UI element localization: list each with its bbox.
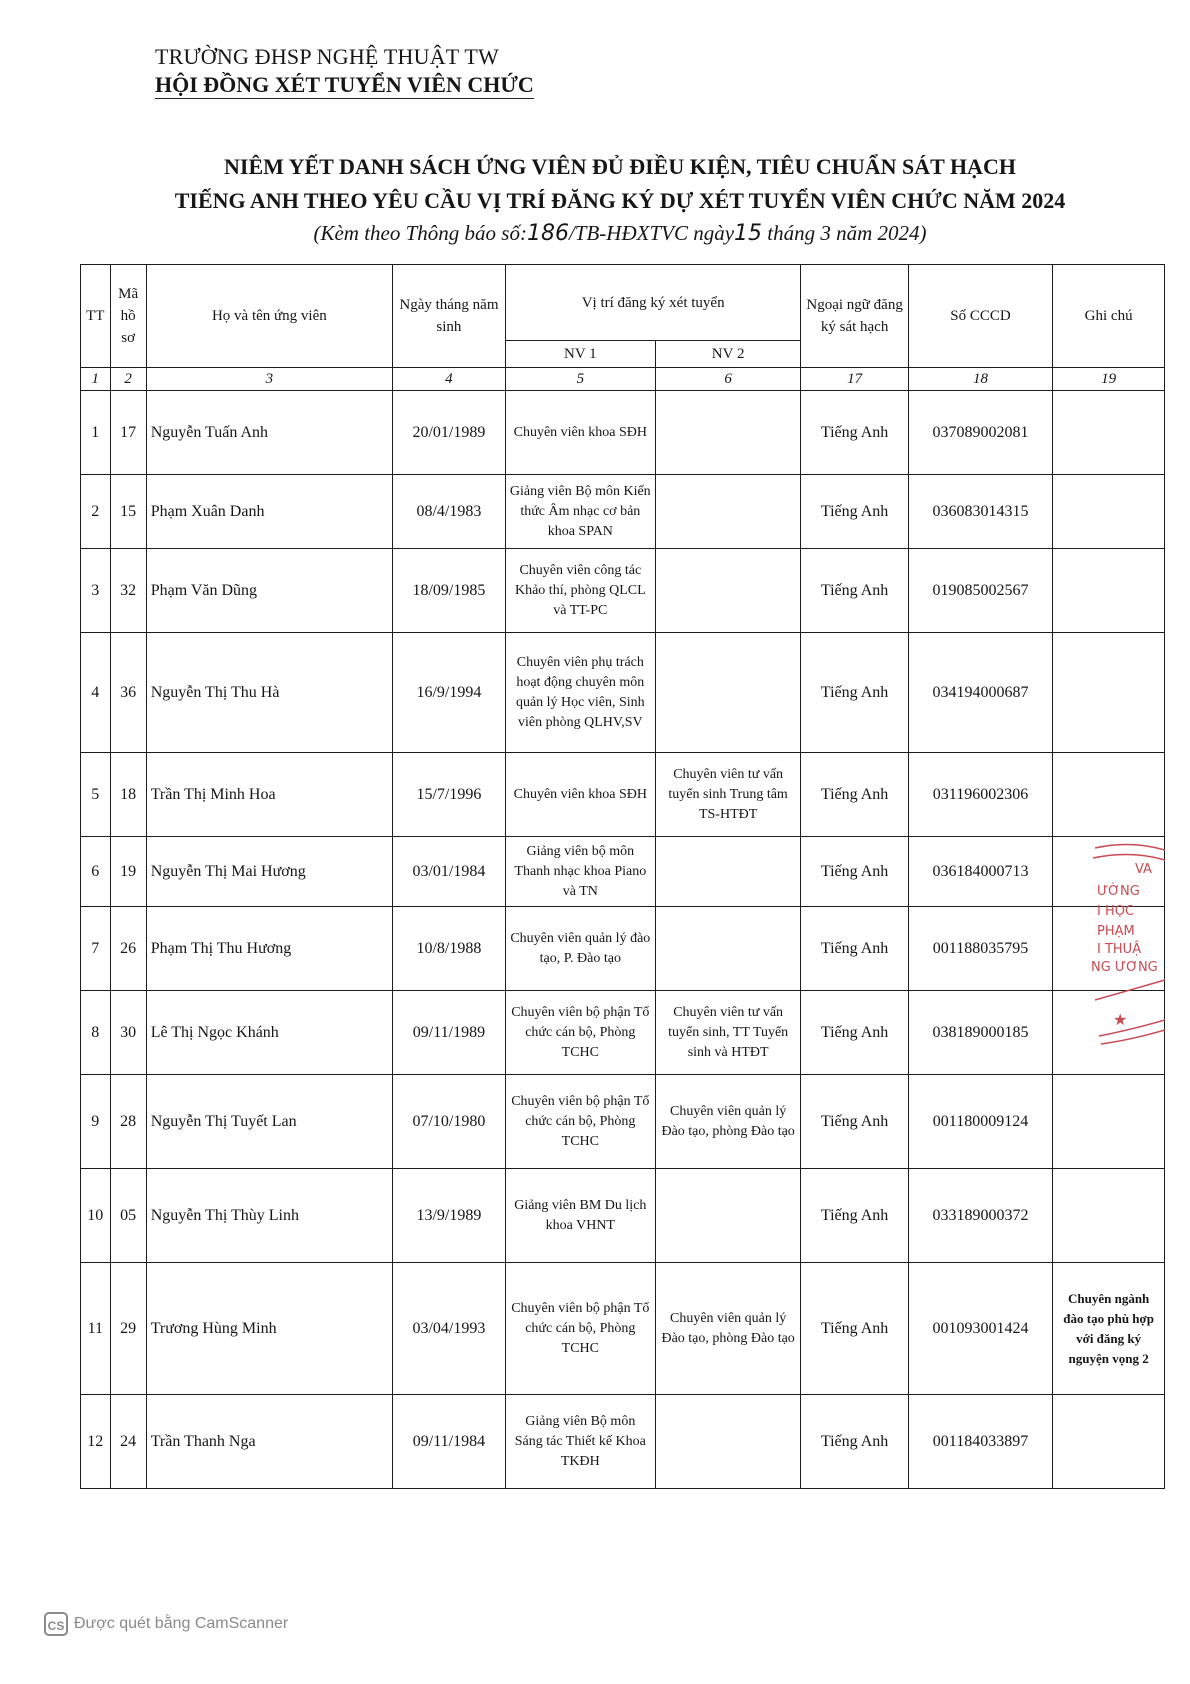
document-title bbox=[60, 150, 1180, 249]
cell-dob: 03/04/1993 bbox=[393, 1263, 506, 1395]
cell-name: Nguyễn Thị Tuyết Lan bbox=[146, 1075, 392, 1169]
index-cell: 3 bbox=[146, 368, 392, 391]
index-cell: 5 bbox=[505, 368, 655, 391]
table-row bbox=[81, 753, 1165, 837]
cell-nv1: Chuyên viên bộ phận Tổ chức cán bộ, Phòng TCHC bbox=[505, 991, 655, 1075]
cell-nv1: Chuyên viên khoa SĐH bbox=[505, 753, 655, 837]
cell-name: Nguyễn Tuấn Anh bbox=[146, 391, 392, 475]
table-row bbox=[81, 1169, 1165, 1263]
subtitle-suffix: tháng 3 năm 2024) bbox=[762, 221, 927, 245]
col-dob-header: Ngày tháng năm sinh bbox=[393, 265, 506, 368]
cell-nv1: Giảng viên BM Du lịch khoa VHNT bbox=[505, 1169, 655, 1263]
cell-name: Nguyễn Thị Mai Hương bbox=[146, 837, 392, 907]
cell-note bbox=[1053, 475, 1165, 549]
table-row bbox=[81, 391, 1165, 475]
notice-day: 15 bbox=[734, 221, 763, 246]
header-row bbox=[81, 265, 1165, 341]
cell-nv1: Giảng viên Bộ môn Sáng tác Thiết kế Khoa TKĐH bbox=[505, 1395, 655, 1489]
cell-tt: 10 bbox=[81, 1169, 111, 1263]
cell-nv2 bbox=[655, 549, 801, 633]
council-name: HỘI ĐỒNG XÉT TUYỂN VIÊN CHỨC bbox=[155, 72, 534, 97]
title-line-2: TIẾNG ANH THEO YÊU CẦU VỊ TRÍ ĐĂNG KÝ DỰ XÉT TUYỂN VIÊN CHỨC NĂM 2024 bbox=[174, 188, 1066, 213]
cell-tt: 6 bbox=[81, 837, 111, 907]
col-ma-ho-so-header: Mã hồ sơ bbox=[110, 265, 146, 368]
cell-nv2: Chuyên viên tư vấn tuyển sinh Trung tâm TS-HTĐT bbox=[655, 753, 801, 837]
cell-language: Tiếng Anh bbox=[801, 391, 908, 475]
cell-ma-ho-so: 15 bbox=[110, 475, 146, 549]
cell-cccd: 031196002306 bbox=[908, 753, 1053, 837]
cell-note bbox=[1053, 1075, 1165, 1169]
cell-nv2: Chuyên viên quản lý Đào tạo, phòng Đào tạo bbox=[655, 1263, 801, 1395]
cell-nv1: Chuyên viên bộ phận Tổ chức cán bộ, Phòng TCHC bbox=[505, 1075, 655, 1169]
table-row bbox=[81, 633, 1165, 753]
cell-tt: 9 bbox=[81, 1075, 111, 1169]
cell-dob: 08/4/1983 bbox=[393, 475, 506, 549]
table-row bbox=[81, 549, 1165, 633]
cell-nv2 bbox=[655, 1169, 801, 1263]
cell-tt: 5 bbox=[81, 753, 111, 837]
cell-name: Phạm Xuân Danh bbox=[146, 475, 392, 549]
cell-cccd: 037089002081 bbox=[908, 391, 1053, 475]
camscanner-icon: CS bbox=[44, 1612, 68, 1636]
stamp-text: I THUẬ bbox=[1097, 942, 1142, 957]
col-cccd-header: Số CCCD bbox=[908, 265, 1053, 368]
cell-language: Tiếng Anh bbox=[801, 1075, 908, 1169]
cell-cccd: 038189000185 bbox=[908, 991, 1053, 1075]
cell-tt: 7 bbox=[81, 907, 111, 991]
table-row bbox=[81, 475, 1165, 549]
cell-dob: 03/01/1984 bbox=[393, 837, 506, 907]
cell-language: Tiếng Anh bbox=[801, 633, 908, 753]
index-cell: 4 bbox=[393, 368, 506, 391]
cell-language: Tiếng Anh bbox=[801, 753, 908, 837]
cell-note: Chuyên ngành đào tạo phù hợp với đăng ký nguyện vọng 2 bbox=[1053, 1263, 1165, 1395]
star-icon: ★ bbox=[1113, 1010, 1128, 1029]
col-position-header: Vị trí đăng ký xét tuyển bbox=[505, 265, 801, 341]
col-nv1-header: NV 1 bbox=[505, 341, 655, 368]
cell-name: Trương Hùng Minh bbox=[146, 1263, 392, 1395]
table-row bbox=[81, 1075, 1165, 1169]
cell-language: Tiếng Anh bbox=[801, 1263, 908, 1395]
cell-ma-ho-so: 26 bbox=[110, 907, 146, 991]
col-note-header: Ghi chú bbox=[1053, 265, 1165, 368]
cell-language: Tiếng Anh bbox=[801, 907, 908, 991]
cell-dob: 16/9/1994 bbox=[393, 633, 506, 753]
cell-tt: 3 bbox=[81, 549, 111, 633]
stamp-text: I HỌC bbox=[1097, 904, 1135, 919]
column-index-row bbox=[81, 368, 1165, 391]
document-header bbox=[155, 44, 534, 99]
cell-nv2: Chuyên viên tư vấn tuyển sinh, TT Tuyển sinh và HTĐT bbox=[655, 991, 801, 1075]
cell-dob: 13/9/1989 bbox=[393, 1169, 506, 1263]
cell-ma-ho-so: 05 bbox=[110, 1169, 146, 1263]
cell-dob: 10/8/1988 bbox=[393, 907, 506, 991]
cell-tt: 2 bbox=[81, 475, 111, 549]
cell-nv1: Chuyên viên quản lý đào tạo, P. Đào tạo bbox=[505, 907, 655, 991]
cell-name: Lê Thị Ngọc Khánh bbox=[146, 991, 392, 1075]
cell-cccd: 036184000713 bbox=[908, 837, 1053, 907]
cell-tt: 8 bbox=[81, 991, 111, 1075]
cell-cccd: 001188035795 bbox=[908, 907, 1053, 991]
cell-name: Nguyễn Thị Thùy Linh bbox=[146, 1169, 392, 1263]
cell-tt: 11 bbox=[81, 1263, 111, 1395]
cell-nv1: Giảng viên Bộ môn Kiến thức Âm nhạc cơ bản khoa SPAN bbox=[505, 475, 655, 549]
cell-cccd: 034194000687 bbox=[908, 633, 1053, 753]
index-cell: 6 bbox=[655, 368, 801, 391]
cell-nv1: Chuyên viên bộ phận Tổ chức cán bộ, Phòng TCHC bbox=[505, 1263, 655, 1395]
cell-ma-ho-so: 32 bbox=[110, 549, 146, 633]
table-row bbox=[81, 1263, 1165, 1395]
cell-note bbox=[1053, 633, 1165, 753]
cell-ma-ho-so: 24 bbox=[110, 1395, 146, 1489]
cell-nv2 bbox=[655, 907, 801, 991]
cell-nv1: Giảng viên bộ môn Thanh nhạc khoa Piano và TN bbox=[505, 837, 655, 907]
cell-cccd: 001180009124 bbox=[908, 1075, 1053, 1169]
official-stamp bbox=[1085, 840, 1165, 1050]
title-line-1: NIÊM YẾT DANH SÁCH ỨNG VIÊN ĐỦ ĐIỀU KIỆN, TIÊU CHUẨN SÁT HẠCH bbox=[224, 154, 1016, 179]
cell-nv2 bbox=[655, 391, 801, 475]
cell-language: Tiếng Anh bbox=[801, 1395, 908, 1489]
table-row bbox=[81, 991, 1165, 1075]
table-row bbox=[81, 907, 1165, 991]
cell-ma-ho-so: 36 bbox=[110, 633, 146, 753]
table-row bbox=[81, 1395, 1165, 1489]
cell-cccd: 001093001424 bbox=[908, 1263, 1053, 1395]
cell-note bbox=[1053, 1169, 1165, 1263]
index-cell: 17 bbox=[801, 368, 908, 391]
scanner-watermark bbox=[44, 1612, 288, 1636]
index-cell: 19 bbox=[1053, 368, 1165, 391]
cell-tt: 1 bbox=[81, 391, 111, 475]
cell-language: Tiếng Anh bbox=[801, 991, 908, 1075]
cell-nv1: Chuyên viên khoa SĐH bbox=[505, 391, 655, 475]
cell-nv2 bbox=[655, 475, 801, 549]
cell-name: Nguyễn Thị Thu Hà bbox=[146, 633, 392, 753]
cell-ma-ho-so: 28 bbox=[110, 1075, 146, 1169]
cell-ma-ho-so: 18 bbox=[110, 753, 146, 837]
stamp-text: NG ƯƠNG bbox=[1091, 960, 1158, 975]
cell-nv2 bbox=[655, 633, 801, 753]
cell-name: Trần Thị Minh Hoa bbox=[146, 753, 392, 837]
cell-dob: 15/7/1996 bbox=[393, 753, 506, 837]
cell-dob: 09/11/1989 bbox=[393, 991, 506, 1075]
col-name-header: Họ và tên ứng viên bbox=[146, 265, 392, 368]
cell-name: Phạm Văn Dũng bbox=[146, 549, 392, 633]
cell-tt: 12 bbox=[81, 1395, 111, 1489]
cell-language: Tiếng Anh bbox=[801, 837, 908, 907]
cell-ma-ho-so: 19 bbox=[110, 837, 146, 907]
cell-note bbox=[1053, 753, 1165, 837]
cell-nv2: Chuyên viên quản lý Đào tạo, phòng Đào tạo bbox=[655, 1075, 801, 1169]
col-tt-header: TT bbox=[81, 265, 111, 368]
cell-ma-ho-so: 29 bbox=[110, 1263, 146, 1395]
cell-nv2 bbox=[655, 1395, 801, 1489]
cell-nv2 bbox=[655, 837, 801, 907]
cell-dob: 18/09/1985 bbox=[393, 549, 506, 633]
subtitle-prefix: (Kèm theo Thông báo số: bbox=[313, 221, 527, 245]
cell-name: Phạm Thị Thu Hương bbox=[146, 907, 392, 991]
notice-number: 186 bbox=[526, 221, 569, 246]
stamp-text: VA bbox=[1135, 862, 1152, 877]
cell-language: Tiếng Anh bbox=[801, 549, 908, 633]
cell-tt: 4 bbox=[81, 633, 111, 753]
subtitle bbox=[60, 218, 1180, 249]
col-nv2-header: NV 2 bbox=[655, 341, 801, 368]
cell-cccd: 019085002567 bbox=[908, 549, 1053, 633]
index-cell: 1 bbox=[81, 368, 111, 391]
cell-language: Tiếng Anh bbox=[801, 1169, 908, 1263]
cell-cccd: 001184033897 bbox=[908, 1395, 1053, 1489]
stamp-text: PHẠM bbox=[1097, 924, 1135, 939]
stamp-text: ƯỜNG bbox=[1097, 884, 1140, 899]
subtitle-mid: /TB-HĐXTVC ngày bbox=[568, 221, 735, 245]
cell-cccd: 033189000372 bbox=[908, 1169, 1053, 1263]
school-name: TRƯỜNG ĐHSP NGHỆ THUẬT TW bbox=[155, 44, 499, 69]
index-cell: 2 bbox=[110, 368, 146, 391]
cell-language: Tiếng Anh bbox=[801, 475, 908, 549]
table-row bbox=[81, 837, 1165, 907]
cell-dob: 20/01/1989 bbox=[393, 391, 506, 475]
candidate-table bbox=[80, 264, 1165, 1489]
cell-ma-ho-so: 30 bbox=[110, 991, 146, 1075]
index-cell: 18 bbox=[908, 368, 1053, 391]
cell-ma-ho-so: 17 bbox=[110, 391, 146, 475]
cell-name: Trần Thanh Nga bbox=[146, 1395, 392, 1489]
cell-dob: 07/10/1980 bbox=[393, 1075, 506, 1169]
watermark-text: Được quét bằng CamScanner bbox=[74, 1615, 289, 1632]
cell-note bbox=[1053, 1395, 1165, 1489]
cell-note bbox=[1053, 549, 1165, 633]
cell-nv1: Chuyên viên phụ trách hoạt động chuyên môn quản lý Học viên, Sinh viên phòng QLHV,SV bbox=[505, 633, 655, 753]
cell-cccd: 036083014315 bbox=[908, 475, 1053, 549]
cell-note bbox=[1053, 391, 1165, 475]
col-language-header: Ngoại ngữ đăng ký sát hạch bbox=[801, 265, 908, 368]
cell-dob: 09/11/1984 bbox=[393, 1395, 506, 1489]
cell-nv1: Chuyên viên công tác Khảo thí, phòng QLCL và TT-PC bbox=[505, 549, 655, 633]
